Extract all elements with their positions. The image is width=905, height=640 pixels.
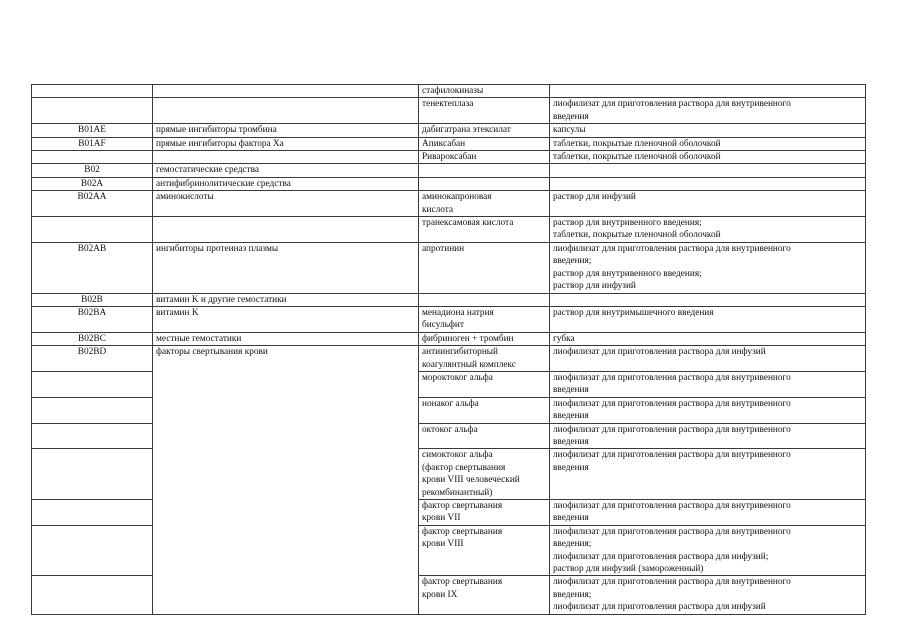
form-cell: [550, 500, 866, 526]
drug-name: симоктоког альфа: [422, 450, 493, 461]
table-row: [32, 191, 866, 217]
atc-code-cell: [32, 217, 153, 243]
dosage-form: таблетки, покрытые пленочной оболочкой: [553, 230, 721, 241]
form-cell: [550, 346, 866, 372]
group-name: витамин K и другие гемостатики: [156, 294, 287, 305]
atc-code: B02B: [81, 294, 103, 305]
drug-name: апротинин: [422, 243, 465, 254]
drug-name: Апиксабан: [422, 138, 466, 149]
group-cell: [153, 332, 419, 345]
group-name: прямые ингибиторы фактора Xa: [156, 138, 284, 149]
atc-code-cell: [32, 525, 153, 576]
table-row: [32, 137, 866, 150]
drug-cell: [419, 397, 550, 423]
dosage-form: раствор для инфузий (замороженный): [553, 564, 704, 575]
drug-name: нонаког альфа: [422, 398, 479, 409]
drug-cell: [419, 525, 550, 576]
dosage-form: лиофилизат для приготовления раствора для внутривенного: [553, 501, 791, 511]
form-cell: [550, 217, 866, 243]
atc-code-cell: [32, 151, 153, 164]
table-row: [32, 124, 866, 137]
atc-code-cell: [32, 191, 153, 217]
atc-code-cell: [32, 177, 153, 190]
group-cell: [153, 306, 419, 332]
dosage-form: лиофилизат для приготовления раствора для внутривенного: [553, 424, 791, 435]
drug-name: транексамовая кислота: [422, 218, 514, 229]
atc-code-cell: [32, 85, 153, 98]
atc-code-cell: [32, 397, 153, 423]
atc-code-cell: [32, 164, 153, 177]
drug-cell: [419, 332, 550, 345]
drug-name: крови VII: [422, 513, 461, 524]
table-row: [32, 242, 866, 293]
form-cell: [550, 85, 866, 98]
table-row: [32, 306, 866, 332]
form-cell: [550, 525, 866, 576]
atc-code-cell: [32, 423, 153, 449]
atc-code: B02AA: [77, 192, 107, 203]
drug-name: рекомбинантный): [422, 487, 493, 498]
group-cell: [153, 346, 419, 615]
group-cell: [153, 293, 419, 306]
group-name: гемостатические средства: [156, 165, 260, 176]
atc-code: B02A: [80, 178, 104, 189]
table-row: [32, 151, 866, 164]
drug-name: крови IX: [422, 589, 458, 600]
atc-code-cell: [32, 293, 153, 306]
atc-code-cell: [32, 371, 153, 397]
form-cell: [550, 332, 866, 345]
atc-code-cell: [32, 576, 153, 614]
drug-cell: [419, 124, 550, 137]
dosage-form: капсулы: [553, 125, 586, 136]
drug-cell: [419, 151, 550, 164]
drug-name: кислота: [422, 204, 454, 215]
form-cell: [550, 423, 866, 449]
atc-code: B01AE: [78, 125, 106, 136]
dosage-form: введения: [553, 411, 589, 422]
form-cell: [550, 576, 866, 614]
group-cell: [153, 177, 419, 190]
drug-cell: [419, 85, 550, 98]
atc-code-cell: [32, 306, 153, 332]
table-row: [32, 346, 866, 372]
table-row: [32, 98, 866, 124]
form-cell: [550, 137, 866, 150]
drug-cell: [419, 576, 550, 614]
drug-cell: [419, 137, 550, 150]
dosage-form: введения: [553, 462, 589, 473]
group-cell: [153, 151, 419, 164]
atc-code-cell: [32, 449, 153, 500]
group-name: прямые ингибиторы тромбина: [156, 125, 277, 136]
atc-code: B02BA: [77, 307, 107, 318]
medicines-table: [31, 84, 866, 615]
drug-cell: [419, 293, 550, 306]
dosage-form: губка: [553, 333, 575, 344]
form-cell: [550, 177, 866, 190]
atc-code-cell: [32, 124, 153, 137]
group-name: местные гемостатики: [156, 333, 242, 344]
drug-name: Ривароксабан: [422, 152, 477, 163]
dosage-form: лиофилизат для приготовления раствора для внутривенного: [553, 372, 791, 383]
atc-code: B02BC: [78, 333, 106, 344]
atc-code: B02: [84, 165, 100, 176]
group-cell: [153, 242, 419, 293]
dosage-form: таблетки, покрытые пленочной оболочкой: [553, 152, 721, 163]
drug-name: бисульфит: [422, 320, 464, 331]
form-cell: [550, 449, 866, 500]
dosage-form: раствор для внутривенного введения;: [553, 268, 702, 279]
dosage-form: лиофилизат для приготовления раствора для инфузий: [553, 602, 766, 613]
drug-cell: [419, 306, 550, 332]
dosage-form: таблетки, покрытые пленочной оболочкой: [553, 138, 721, 149]
drug-name: тенектеплаза: [422, 99, 474, 110]
group-cell: [153, 85, 419, 98]
atc-code: B01AF: [78, 138, 106, 149]
group-name: ингибиторы протеиназ плазмы: [156, 243, 279, 254]
drug-name: крови VIII человеческий: [422, 475, 520, 486]
form-cell: [550, 242, 866, 293]
dosage-form: раствор для инфузий: [553, 281, 636, 292]
table-row: [32, 332, 866, 345]
group-cell: [153, 164, 419, 177]
form-cell: [550, 293, 866, 306]
atc-code-cell: [32, 242, 153, 293]
drug-name: фактор свертывания: [422, 577, 503, 588]
form-cell: [550, 151, 866, 164]
atc-code: B02BD: [77, 347, 107, 358]
drug-name: фактор свертывания: [422, 501, 503, 511]
drug-cell: [419, 98, 550, 124]
form-cell: [550, 306, 866, 332]
dosage-form: введения;: [553, 589, 592, 600]
atc-code-cell: [32, 332, 153, 345]
dosage-form: введения: [553, 436, 589, 447]
drug-cell: [419, 177, 550, 190]
atc-code-cell: [32, 98, 153, 124]
form-cell: [550, 397, 866, 423]
group-name: антифибринолитические средства: [156, 178, 291, 189]
form-cell: [550, 371, 866, 397]
drug-name: антиингибиторный: [422, 347, 499, 358]
form-cell: [550, 191, 866, 217]
dosage-form: лиофилизат для приготовления раствора для внутривенного: [553, 243, 791, 254]
atc-code: B02AB: [77, 243, 107, 254]
dosage-form: лиофилизат для приготовления раствора для внутривенного: [553, 398, 791, 409]
group-name: аминокислоты: [156, 192, 214, 203]
form-cell: [550, 124, 866, 137]
form-cell: [550, 164, 866, 177]
dosage-form: лиофилизат для приготовления раствора для внутривенного: [553, 99, 791, 110]
dosage-form: введения: [553, 111, 589, 122]
dosage-form: введения;: [553, 256, 592, 267]
drug-cell: [419, 500, 550, 526]
table-row: [32, 164, 866, 177]
group-cell: [153, 191, 419, 217]
dosage-form: введения: [553, 513, 589, 524]
form-cell: [550, 98, 866, 124]
group-cell: [153, 217, 419, 243]
drug-name: фибриноген + тромбин: [422, 333, 514, 344]
group-cell: [153, 124, 419, 137]
group-name: факторы свертывания крови: [156, 347, 268, 358]
drug-name: аминокапроновая: [422, 192, 492, 203]
dosage-form: лиофилизат для приготовления раствора для внутривенного: [553, 526, 791, 537]
atc-code-cell: [32, 137, 153, 150]
group-cell: [153, 98, 419, 124]
drug-name: стафилокиназы: [422, 86, 484, 96]
drug-cell: [419, 449, 550, 500]
drug-cell: [419, 164, 550, 177]
drug-name: дабигатрана этексилат: [422, 125, 511, 136]
drug-cell: [419, 191, 550, 217]
drug-name: крови VIII: [422, 539, 464, 550]
drug-name: менадиона натрия: [422, 307, 494, 318]
dosage-form: раствор для внутривенного введения;: [553, 218, 702, 229]
dosage-form: лиофилизат для приготовления раствора для инфузий: [553, 347, 766, 358]
drug-name: коагулянтный комплекс: [422, 359, 516, 370]
drug-cell: [419, 371, 550, 397]
table-row: [32, 293, 866, 306]
dosage-form: лиофилизат для приготовления раствора для инфузий;: [553, 551, 769, 562]
dosage-form: введения;: [553, 539, 592, 550]
atc-code-cell: [32, 500, 153, 526]
drug-cell: [419, 423, 550, 449]
drug-name: фактор свертывания: [422, 526, 503, 537]
atc-code-cell: [32, 346, 153, 372]
drug-name: мороктоког альфа: [422, 372, 493, 383]
table-row: [32, 177, 866, 190]
dosage-form: раствор для инфузий: [553, 192, 636, 203]
dosage-form: раствор для внутримышечного введения: [553, 307, 714, 318]
drug-cell: [419, 242, 550, 293]
drug-name: (фактор свертывания: [422, 462, 506, 473]
group-cell: [153, 137, 419, 150]
drug-cell: [419, 346, 550, 372]
table-row: [32, 217, 866, 243]
drug-name: октоког альфа: [422, 424, 478, 435]
dosage-form: лиофилизат для приготовления раствора для внутривенного: [553, 577, 791, 588]
dosage-form: введения: [553, 385, 589, 396]
dosage-form: лиофилизат для приготовления раствора для внутривенного: [553, 450, 791, 461]
group-name: витамин K: [156, 307, 199, 318]
drug-cell: [419, 217, 550, 243]
table-row: [32, 85, 866, 98]
